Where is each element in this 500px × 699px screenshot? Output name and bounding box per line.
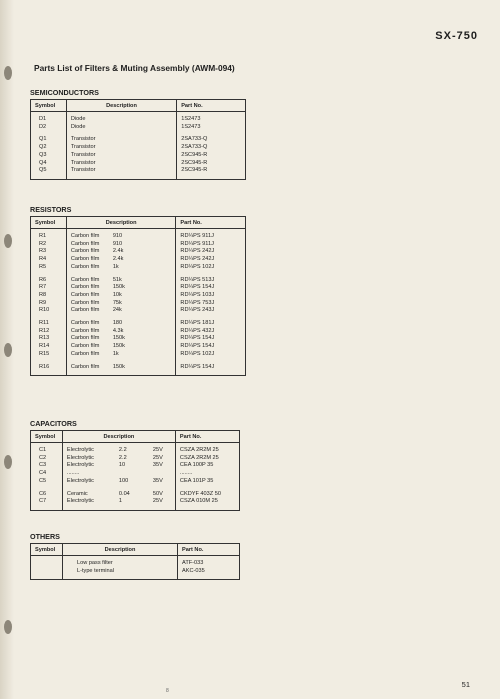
cell-part-no: 1S2473 [181,123,201,130]
cell-description: Carbon film [70,284,100,291]
cell-symbol: C3 [39,462,47,469]
cell-voltage: 35V [152,477,163,484]
cell-part-no: 2SC945-R [181,151,208,158]
cell-description: Low pass filter [77,560,113,566]
cell-part-no: RD¼PS 102J [180,263,215,270]
col-header-part-no: Part No. [176,217,246,229]
cell-symbol: R7 [39,284,47,291]
cell-part-no: CSZA 010M 25 [179,498,218,505]
cell-description: Diode [70,123,86,130]
cell-symbol: R16 [39,363,50,370]
cell-part-no: RD¼PS 103J [180,291,215,298]
spacer-row [31,506,240,511]
cell-symbol: C7 [39,498,47,505]
table-row [31,335,246,343]
cell-symbol: R6 [39,276,47,283]
cell-symbol: R9 [39,299,47,306]
cell-description: Carbon film [70,350,100,357]
cell-part-no: CSZA 2R2M 25 [179,454,219,461]
table-row [31,462,240,470]
cell-part-no: CEA 100P 35 [179,462,214,469]
cell-part-no: RD¼PS 154J [180,284,215,291]
table-row [31,498,240,506]
cell-description: Transistor [70,167,96,174]
cell-symbol: R8 [39,291,47,298]
cell-value: 100 [118,477,129,484]
punch-hole [4,343,12,357]
cell-description: Carbon film [70,263,100,270]
col-header-symbol: Symbol [31,544,63,556]
cell-description: Carbon film [70,327,100,334]
col-header-description: Description [66,100,176,112]
cell-description: L-type terminal [77,567,114,574]
table-row [31,144,246,152]
table-row [31,152,246,160]
table-row [31,343,246,351]
table-row [31,277,246,285]
table-row [31,560,240,568]
cell-description: ........ [66,470,80,477]
cell-value: 910 [112,233,123,239]
capacitors-table [30,430,240,511]
cell-symbol: R1 [39,233,47,239]
cell-voltage: 25V [152,498,163,505]
table-row [31,300,246,308]
cell-part-no: RD¼PS 102J [180,350,215,357]
cell-symbol: R5 [39,263,47,270]
cell-value: 24k [112,307,122,314]
cell-part-no: RD¼PS 432J [180,327,215,334]
table-row [31,568,240,576]
table-row [31,364,246,372]
cell-voltage: 25V [152,454,163,461]
cell-description: Carbon film [70,291,100,298]
cell-part-no: RD¼PS 242J [180,248,215,255]
cell-value: 1k [112,263,119,270]
table-row [31,455,240,463]
cell-part-no: RD¼PS 753J [180,299,215,306]
cell-description: Electrolytic [66,462,94,469]
cell-symbol: D1 [39,116,47,122]
col-header-part-no: Part No. [175,431,239,443]
cell-description: Electrolytic [66,454,94,461]
cell-description: Carbon film [70,335,100,342]
cell-value: 2.4k [112,256,124,263]
col-header-part-no: Part No. [177,100,246,112]
cell-symbol: C4 [39,470,47,477]
cell-part-no: AKC-035 [182,567,205,574]
footer-mark: 8 [166,688,169,694]
cell-symbol: R14 [39,343,50,350]
cell-value: 2.2 [118,447,127,453]
cell-description: Diode [70,116,86,122]
cell-symbol: C5 [39,477,47,484]
cell-part-no: RD¼PS 181J [180,320,215,327]
cell-part-no: CKDYF 403Z 50 [179,490,221,497]
cell-description: Transistor [70,159,96,166]
cell-symbol: Q5 [39,167,47,174]
model-number: SX-750 [435,30,478,42]
cell-part-no: 2SA733-Q [181,144,208,151]
cell-part-no: 1S2473 [181,116,201,122]
cell-part-no: 2SA733-Q [181,136,208,143]
cell-value: 150k [112,335,125,342]
cell-description: Carbon film [70,248,100,255]
punch-hole [4,455,12,469]
table-row [31,320,246,328]
cell-description: Carbon film [70,233,100,239]
cell-symbol: Q2 [39,144,47,151]
table-row [31,307,246,315]
cell-value: 10k [112,291,122,298]
semiconductors-table [30,99,246,180]
col-header-description: Description [63,544,178,556]
spacer-row [31,371,246,376]
cell-value: 150k [112,343,125,350]
cell-description: Transistor [70,144,96,151]
cell-symbol: R13 [39,335,50,342]
cell-description: Carbon film [70,299,100,306]
spacer-row [31,575,240,580]
cell-part-no: RD¼PS 911J [180,240,214,247]
cell-value: 51k [112,276,122,283]
col-header-description: Description [66,217,176,229]
others-table [30,543,240,580]
table-row [31,447,240,455]
cell-value: 1 [118,498,123,505]
section-title-others: OTHERS [30,532,60,541]
cell-description: Carbon film [70,343,100,350]
table-row [31,351,246,359]
cell-value: 150k [112,363,125,370]
cell-value: 910 [112,240,123,247]
cell-symbol: D2 [39,123,47,130]
cell-part-no: 2SC945-R [181,159,208,166]
cell-description: Carbon film [70,320,100,327]
col-header-symbol: Symbol [31,217,67,229]
cell-value: 75k [112,299,122,306]
resistors-table [30,216,246,376]
cell-symbol: C6 [39,490,47,497]
cell-part-no: RD¼PS 154J [180,335,215,342]
cell-value: 10 [118,462,126,469]
cell-description: Transistor [70,151,96,158]
cell-symbol: R15 [39,350,50,357]
cell-description: Carbon film [70,307,100,314]
cell-value: 2.2 [118,454,127,461]
cell-symbol: R2 [39,240,47,247]
col-header-symbol: Symbol [31,431,63,443]
spacer-row [31,175,246,180]
cell-symbol: C1 [39,447,47,453]
cell-part-no: CSZA 2R2M 25 [179,447,219,453]
cell-value: 2.4k [112,248,124,255]
table-row [31,233,246,241]
cell-description: Ceramic [66,490,88,497]
cell-symbol: C2 [39,454,47,461]
col-header-description: Description [62,431,175,443]
cell-symbol: Q3 [39,151,47,158]
cell-description: Carbon film [70,276,100,283]
section-title-semiconductors: SEMICONDUCTORS [30,88,99,97]
cell-part-no: RD¼PS 513J [180,276,215,283]
table-row [31,136,246,144]
cell-description: Transistor [70,136,96,143]
cell-part-no: RD¼PS 243J [180,307,215,314]
page-title: Parts List of Filters & Muting Assembly (AWM-094) [34,63,235,73]
punch-hole [4,234,12,248]
cell-voltage: 35V [152,462,163,469]
table-row [31,470,240,478]
table-row [31,491,240,499]
cell-symbol: R11 [39,320,49,327]
table-row [31,167,246,175]
cell-value: 180 [112,320,123,327]
cell-part-no: ........ [179,470,193,477]
table-row [31,256,246,264]
cell-voltage: 25V [152,447,163,453]
table-row [31,284,246,292]
cell-symbol: R12 [39,327,50,334]
col-header-part-no: Part No. [178,544,240,556]
table-row [31,160,246,168]
table-row [31,328,246,336]
table-row [31,124,246,132]
table-row [31,248,246,256]
cell-symbol: Q1 [39,136,47,143]
table-row [31,264,246,272]
cell-part-no: CEA 101P 35 [179,477,214,484]
col-header-symbol: Symbol [31,100,67,112]
cell-description: Carbon film [70,363,100,370]
cell-part-no: ATF-033 [182,560,204,566]
cell-symbol: R10 [39,307,50,314]
table-row [31,116,246,124]
punch-hole [4,66,12,80]
section-title-capacitors: CAPACITORS [30,419,77,428]
cell-symbol: R3 [39,248,47,255]
cell-part-no: RD¼PS 154J [180,343,215,350]
cell-description: Electrolytic [66,477,94,484]
cell-symbol: R4 [39,256,47,263]
cell-value: 0.04 [118,490,130,497]
cell-description: Carbon film [70,240,100,247]
cell-value: 1k [112,350,119,357]
page-number: 51 [461,680,470,689]
punch-hole [4,620,12,634]
cell-description: Carbon film [70,256,100,263]
cell-part-no: RD¼PS 911J [180,233,214,239]
cell-value: 150k [112,284,125,291]
table-row [31,241,246,249]
cell-description: Electrolytic [66,498,94,505]
section-title-resistors: RESISTORS [30,205,72,214]
table-row [31,478,240,486]
cell-symbol: Q4 [39,159,47,166]
cell-part-no: RD¼PS 242J [180,256,215,263]
cell-part-no: 2SC945-R [181,167,208,174]
cell-voltage: 50V [152,490,163,497]
table-row [31,292,246,300]
cell-value: 4.3k [112,327,124,334]
cell-part-no: RD¼PS 154J [180,363,215,370]
cell-description: Electrolytic [66,447,94,453]
